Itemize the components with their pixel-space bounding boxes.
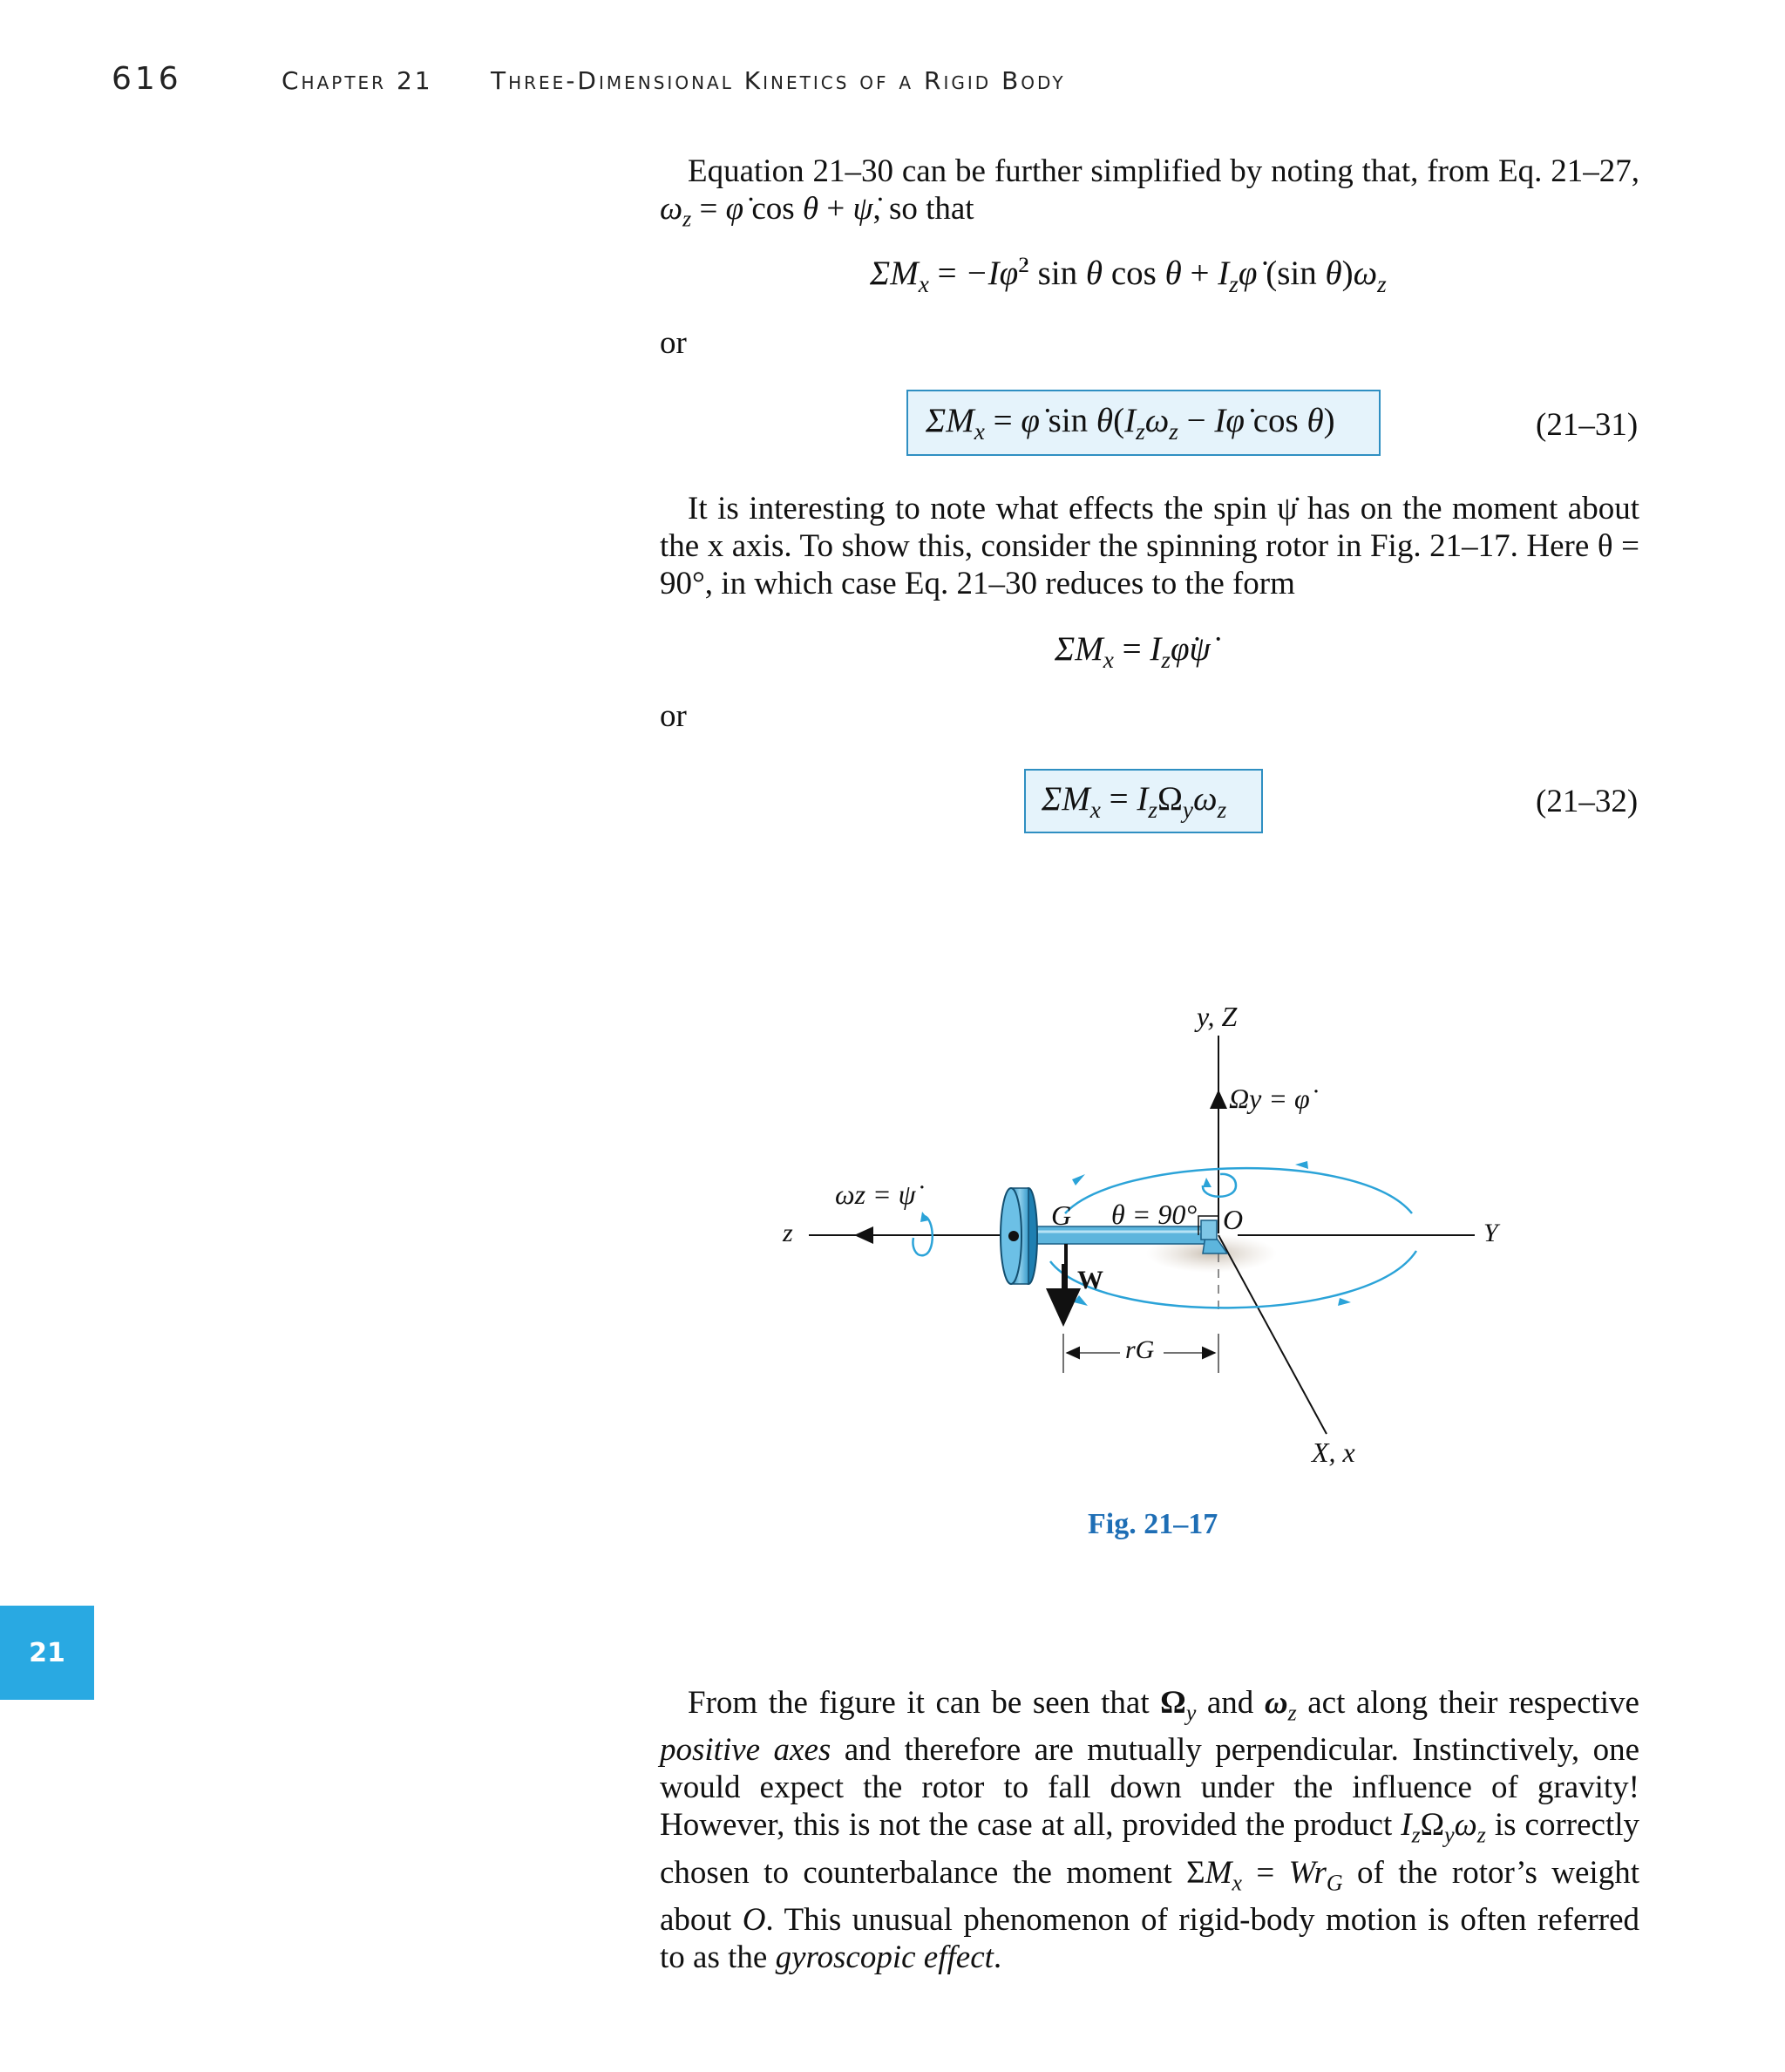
label-omega-y: Ωy = φ̇ bbox=[1229, 1083, 1310, 1114]
label-W: W bbox=[1077, 1266, 1103, 1294]
connector-or-1: or bbox=[660, 325, 687, 361]
chapter-title: Three-Dimensional Kinetics of a Rigid Body bbox=[491, 66, 1066, 95]
connector-or-2: or bbox=[660, 698, 687, 734]
chapter-side-tab: 21 bbox=[0, 1606, 94, 1700]
equation-21-32: $\Sigma M_x = I_z\Omega_y\omega_z$ bbox=[1042, 780, 1227, 823]
label-omega-z: ωz = ψ̇ bbox=[835, 1179, 916, 1210]
chapter-label: Chapter 21 bbox=[282, 66, 433, 95]
label-rG: rG bbox=[1125, 1335, 1155, 1364]
label-z: z bbox=[783, 1219, 793, 1247]
paragraph-1: Equation 21–30 can be further simplified by noting that, from Eq. 21–27, $\omega_z$ = φ̇ cos θ + ψ̇, so that bbox=[660, 153, 1639, 232]
label-theta: θ = 90° bbox=[1111, 1199, 1198, 1230]
equation-moment-x-expanded: $\Sigma M_x$ = −Iφ̇$^2$ sin θ $\cos \theta + I_z\varphi̇$ (sin $\theta)\omega_z$ bbox=[870, 253, 1387, 297]
equation-moment-x-90deg: $\Sigma M_x$ = $I_z\varphi̇\psi̇$ bbox=[1055, 630, 1211, 673]
emphasis-positive-axes: positive axes bbox=[660, 1732, 831, 1769]
paragraph-3: From the figure it can be seen that $\Omega_y$ and $\omega_z$ act along their respective positive axes and therefore are mutually perpendicular. Instinctively, one would expect the rotor to fall down under the influence of gravity! However, this is not the case at all, provided the product $I_z\Omega_y\omega_z$ is correctly chosen to counterbalance the moment $\Sigma M_x = Wr_G$ of the rotor’s weight about O. This unusual phenomenon of rigid-body motion is often referred to as the gyroscopic effect. bbox=[660, 1685, 1640, 1976]
paragraph-1-text: Equation 21–30 can be further simplified by noting that, from Eq. 21–27, bbox=[688, 153, 1639, 189]
equation-21-31: $\Sigma M_x$ = φ̇ $\sin \theta(I_z\omega_z$ − Iφ̇ cos θ) bbox=[926, 402, 1335, 445]
label-G: G bbox=[1051, 1199, 1072, 1231]
axis-X-x bbox=[1218, 1235, 1327, 1434]
label-Y: Y bbox=[1483, 1219, 1498, 1247]
center-of-mass-G bbox=[1008, 1231, 1019, 1241]
label-y-Z: y, Z bbox=[1197, 1001, 1238, 1032]
label-O: O bbox=[1223, 1204, 1244, 1235]
figure-caption: Fig. 21–17 bbox=[1088, 1508, 1218, 1540]
page-number: 616 bbox=[112, 61, 182, 97]
paragraph-2: It is interesting to note what effects the spin ψ̇ has on the moment about the x axis. To show this, consider the spinning rotor in Fig. 21–17. Here θ = 90°, in which case Eq. 21–30 reduces to the form bbox=[660, 491, 1639, 601]
equation-number-21-32: (21–32) bbox=[1536, 784, 1639, 819]
equation-number-21-31: (21–31) bbox=[1536, 407, 1639, 443]
label-X-x: X, x bbox=[1312, 1437, 1355, 1468]
emphasis-gyroscopic-effect: gyroscopic effect bbox=[775, 1940, 994, 1976]
